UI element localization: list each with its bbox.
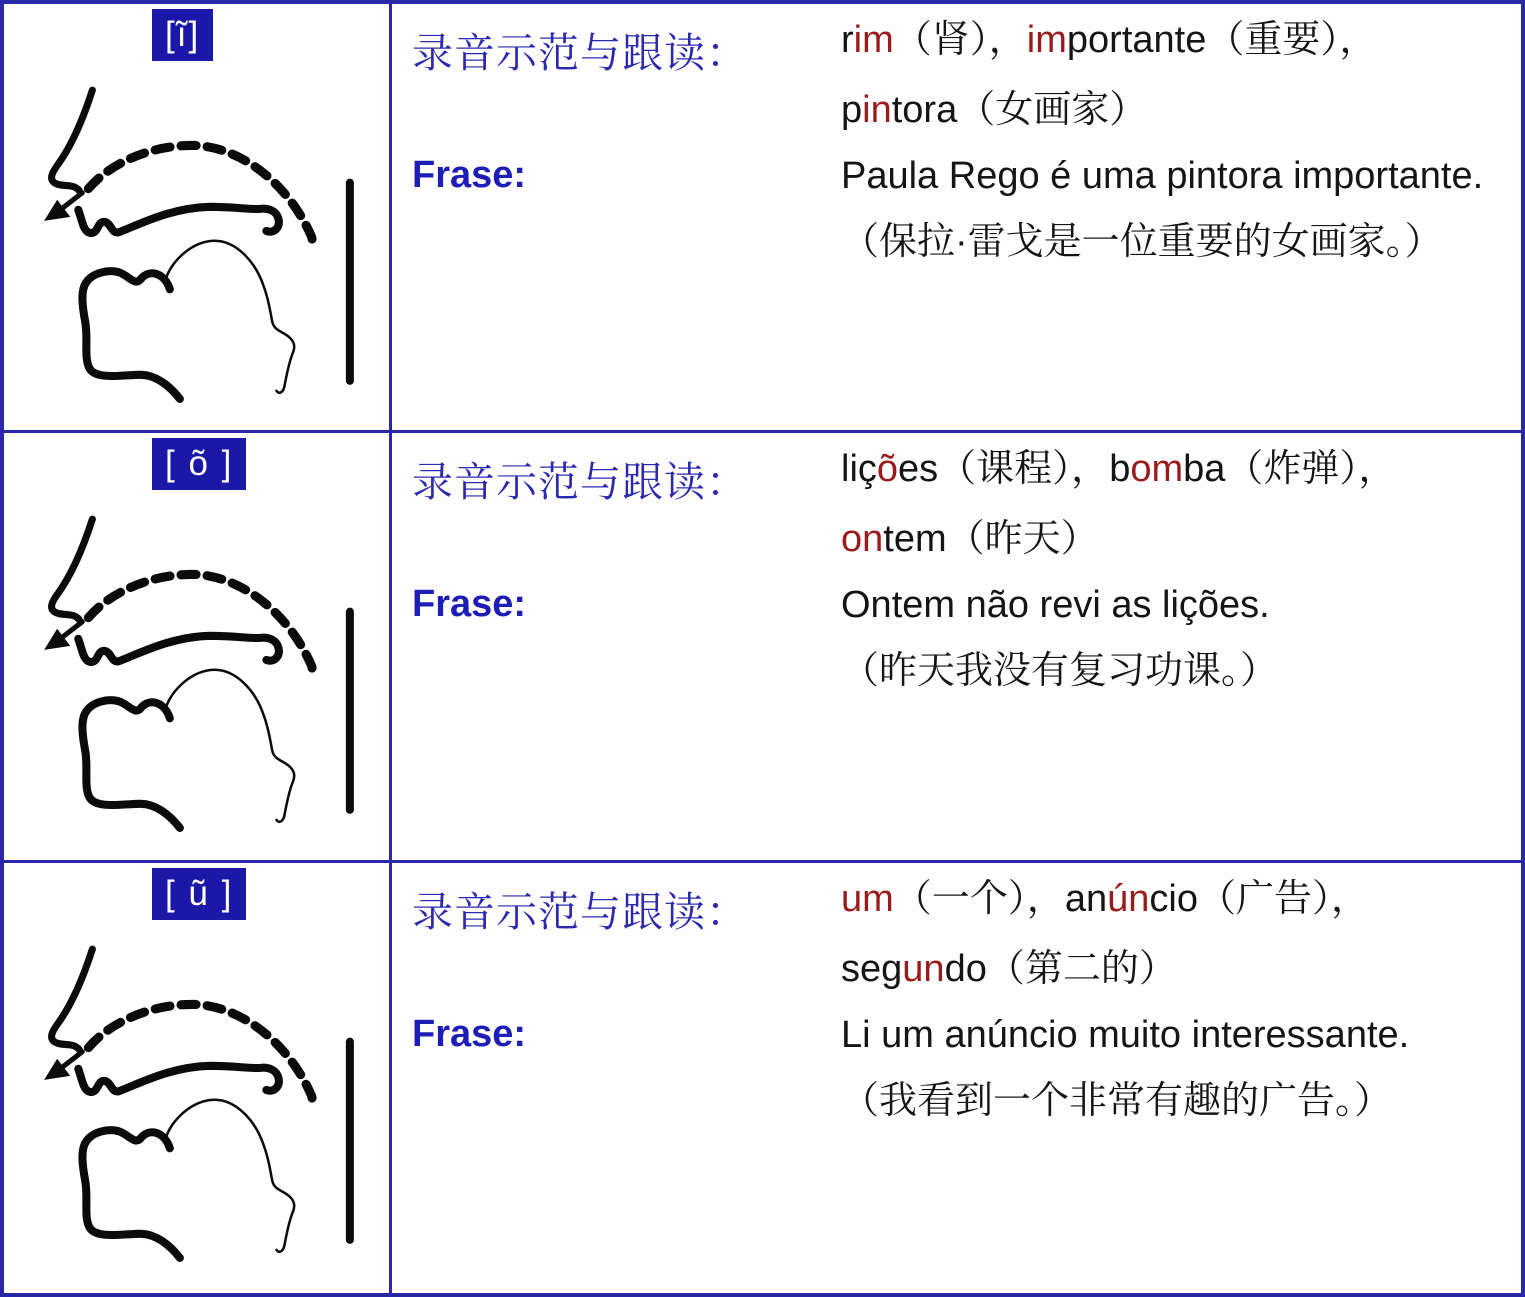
text-segment: （重要），	[1206, 19, 1378, 61]
text-segment: im	[1026, 19, 1067, 61]
examples-cell	[392, 433, 1521, 860]
text-segment: um	[841, 878, 894, 920]
text-segment: om	[1130, 448, 1184, 490]
examples-cell	[392, 4, 1521, 430]
text-segment: b	[1109, 448, 1131, 490]
text-segment: do	[944, 948, 987, 990]
text-segment: im	[853, 19, 894, 61]
text-segment: （肾），	[893, 19, 1027, 61]
frase-label: Frase:	[412, 583, 527, 625]
listen-label: 录音示范与跟读：	[412, 459, 748, 505]
sentence-text: Ontem não revi as lições.	[841, 584, 1270, 626]
text-segment: （第二的）	[986, 948, 1177, 990]
example-words-line2	[841, 88, 1147, 134]
mouth-diagram	[28, 68, 370, 410]
text-segment: （课程），	[938, 448, 1110, 490]
text-segment: r	[841, 19, 854, 61]
phoneme-cell	[4, 4, 392, 430]
listen-label: 录音示范与跟读：	[412, 30, 748, 76]
frase-label: Frase:	[412, 154, 527, 196]
frase-label: Frase:	[412, 1013, 527, 1055]
example-words-line1	[841, 18, 1377, 64]
example-words-line1	[841, 447, 1396, 493]
text-segment: ba	[1183, 448, 1226, 490]
listen-label: 录音示范与跟读：	[412, 889, 748, 935]
text-segment: （昨天）	[946, 518, 1099, 560]
text-segment: es	[898, 448, 939, 490]
mouth-diagram	[28, 927, 370, 1269]
translation-text: （我看到一个非常有趣的广告。）	[841, 1080, 1393, 1122]
text-segment: p	[841, 89, 863, 131]
text-segment: õ	[876, 448, 899, 490]
table-row	[4, 4, 1521, 433]
phoneme-cell	[4, 863, 392, 1293]
phoneme-badge: [ ũ ]	[152, 868, 246, 920]
text-segment: un	[902, 948, 945, 990]
text-segment: liç	[841, 448, 877, 490]
table-row	[4, 863, 1521, 1293]
text-segment: tora	[891, 89, 958, 131]
example-words-line2	[841, 517, 1099, 563]
example-words-line1	[841, 877, 1369, 923]
table-row	[4, 433, 1521, 863]
text-segment: seg	[841, 948, 903, 990]
text-segment: cio	[1149, 878, 1198, 920]
text-segment: （女画家）	[957, 89, 1148, 131]
sentence-text: Paula Rego é uma pintora importante.	[841, 155, 1484, 197]
text-segment: （炸弹），	[1225, 448, 1397, 490]
text-segment: （一个），	[893, 878, 1065, 920]
phoneme-cell	[4, 433, 392, 860]
example-words-line2	[841, 947, 1177, 993]
text-segment: tem	[883, 518, 947, 560]
mouth-diagram	[28, 497, 370, 839]
examples-cell	[392, 863, 1521, 1293]
translation-text: （保拉·雷戈是一位重要的女画家。）	[841, 221, 1443, 263]
text-segment: an	[1064, 878, 1108, 920]
sentence-text: Li um anúncio muito interessante.	[841, 1014, 1410, 1056]
text-segment: （广告），	[1197, 878, 1369, 920]
text-segment: on	[841, 518, 884, 560]
phoneme-badge: [ĩ]	[152, 9, 213, 61]
text-segment: ún	[1107, 878, 1150, 920]
phoneme-badge: [ õ ]	[152, 438, 246, 490]
text-segment: portante	[1066, 19, 1207, 61]
text-segment: in	[862, 89, 892, 131]
translation-text: （昨天我没有复习功课。）	[841, 650, 1279, 692]
